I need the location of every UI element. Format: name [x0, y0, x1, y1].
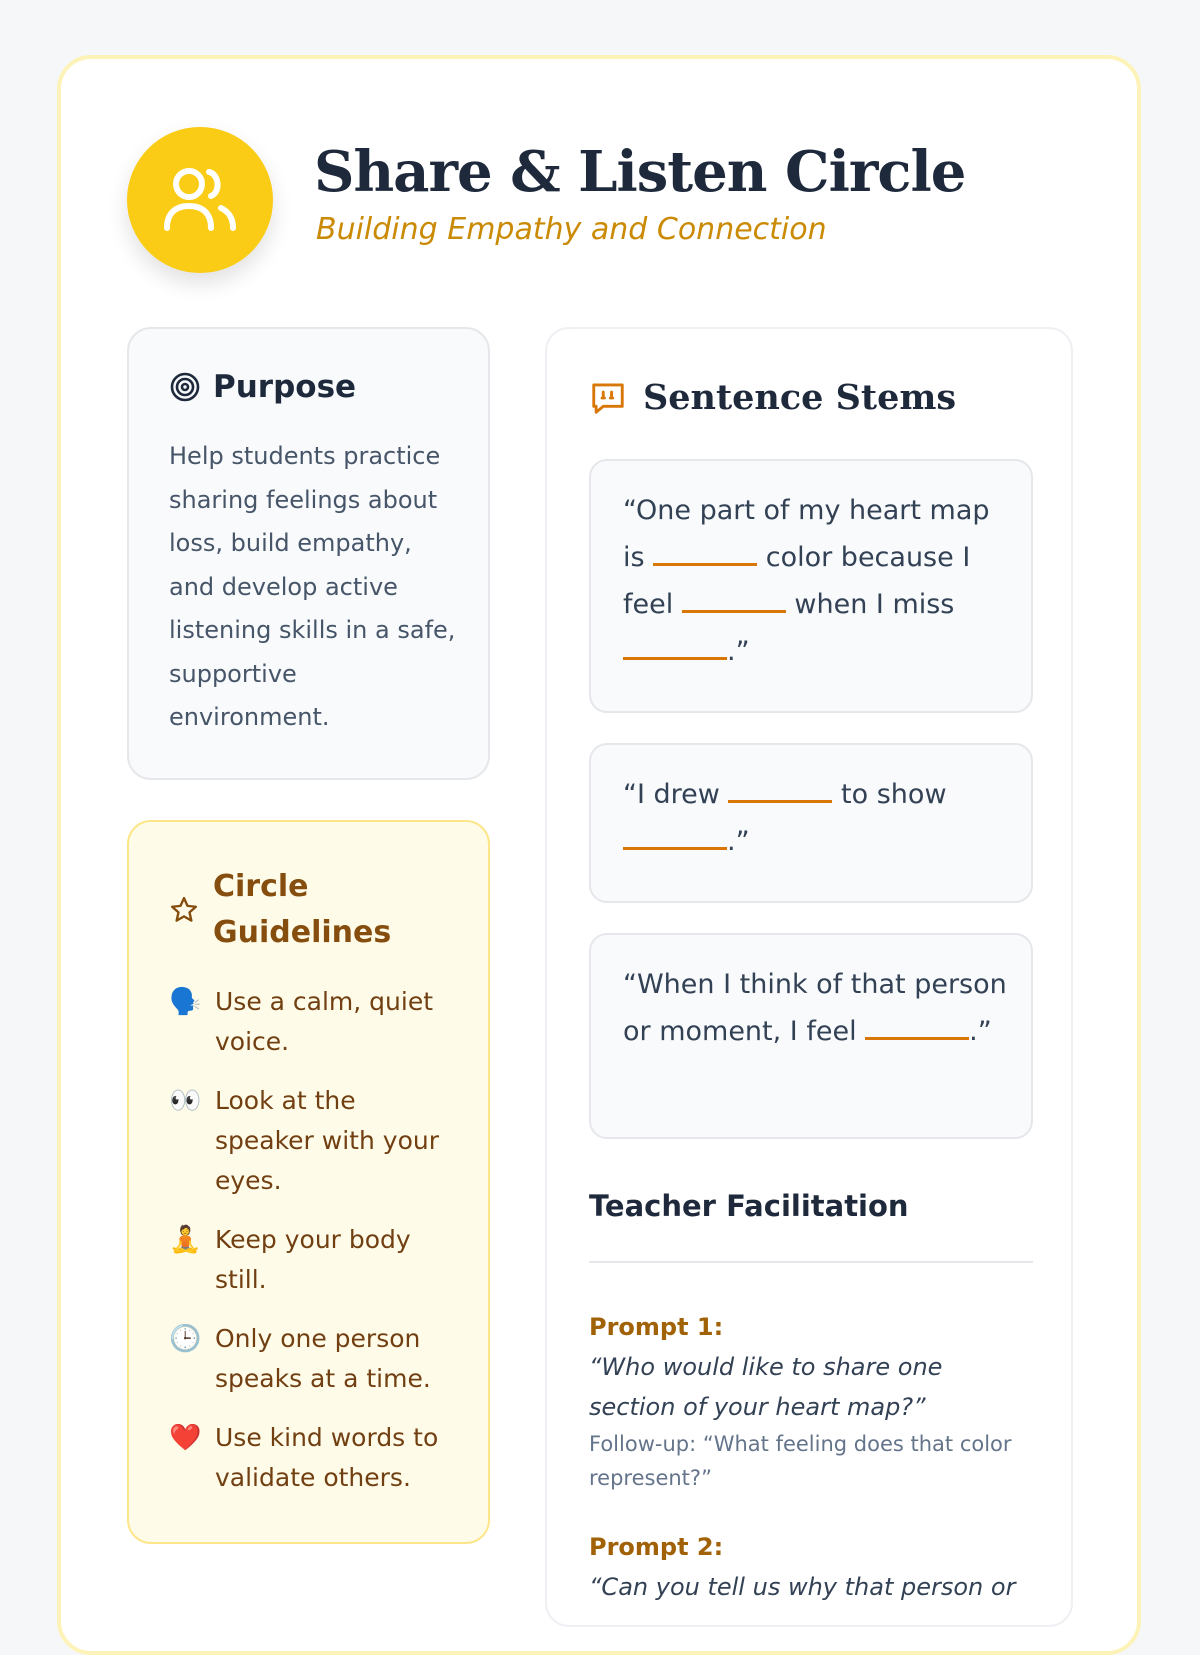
people-icon	[161, 164, 239, 236]
prompt-label: Prompt 2:	[589, 1533, 724, 1561]
prompt-question: “Who would like to share one section of your heart map?”	[589, 1353, 943, 1421]
stem-text: color because I feel	[623, 542, 971, 620]
stem-text: .”	[727, 636, 750, 667]
fill-blank	[623, 825, 727, 850]
guideline-text: Use a calm, quiet voice.	[215, 987, 434, 1056]
guideline-text: Use kind words to validate others.	[215, 1423, 439, 1492]
stem-text: .”	[969, 1016, 992, 1047]
stem-text: when I miss	[785, 589, 955, 620]
prompt-label: Prompt 1:	[589, 1313, 724, 1341]
speaking-head-icon: 🗣️	[169, 987, 202, 1017]
prompt-1	[589, 1307, 1033, 1495]
divider	[589, 1261, 1033, 1263]
prompt-2	[589, 1527, 1033, 1607]
sentence-stem-2	[589, 743, 1033, 903]
list-item	[169, 1081, 459, 1201]
sentence-stem-3	[589, 933, 1033, 1139]
star-icon	[169, 895, 199, 925]
logo-badge	[127, 127, 273, 273]
purpose-heading: Purpose	[213, 369, 357, 405]
list-item	[169, 982, 459, 1062]
fill-blank	[653, 541, 757, 566]
clock-icon: 🕒	[169, 1324, 202, 1354]
page-subtitle: Building Empathy and Connection	[316, 212, 827, 247]
purpose-panel	[127, 327, 490, 780]
fill-blank	[865, 1015, 969, 1040]
sentence-stem-1	[589, 459, 1033, 713]
stem-text: “I drew	[623, 779, 729, 810]
list-item	[169, 1220, 459, 1300]
sentence-stems-panel	[545, 327, 1073, 1627]
stems-heading: Sentence Stems	[643, 377, 957, 418]
teacher-facilitation-heading: Teacher Facilitation	[589, 1189, 909, 1223]
quote-bubble-icon	[589, 379, 627, 417]
guidelines-panel	[127, 820, 490, 1544]
stem-text: to show	[832, 779, 947, 810]
page-title: Share & Listen Circle	[314, 139, 966, 205]
purpose-header	[169, 369, 356, 405]
eyes-icon: 👀	[169, 1086, 202, 1116]
guidelines-header	[169, 864, 413, 956]
guideline-text: Keep your body still.	[215, 1225, 411, 1294]
fill-blank	[682, 588, 786, 613]
fill-blank	[623, 635, 727, 660]
stem-text: .”	[727, 826, 750, 857]
prompt-question: “Can you tell us why that person or	[589, 1573, 1016, 1601]
target-icon	[169, 371, 201, 403]
heart-icon: ❤️	[169, 1423, 202, 1453]
list-item	[169, 1418, 459, 1498]
stem-text: “One part of my heart map is	[623, 495, 990, 573]
stems-header	[589, 377, 956, 418]
stem-text: “When I think of that person or moment, I feel	[623, 969, 1007, 1047]
purpose-text: Help students practice sharing feelings about loss, build empathy, and develop active listening skills in a safe, supportive environment.	[169, 442, 456, 731]
prompt-followup: Follow-up: “What feeling does that color represent?”	[589, 1432, 1012, 1490]
meditation-icon: 🧘	[169, 1225, 202, 1255]
guidelines-list	[169, 982, 459, 1517]
guideline-text: Look at the speaker with your eyes.	[215, 1086, 439, 1195]
guideline-text: Only one person speaks at a time.	[215, 1324, 431, 1393]
list-item	[169, 1319, 459, 1399]
fill-blank	[728, 778, 832, 803]
guidelines-heading: Circle Guidelines	[213, 869, 392, 950]
